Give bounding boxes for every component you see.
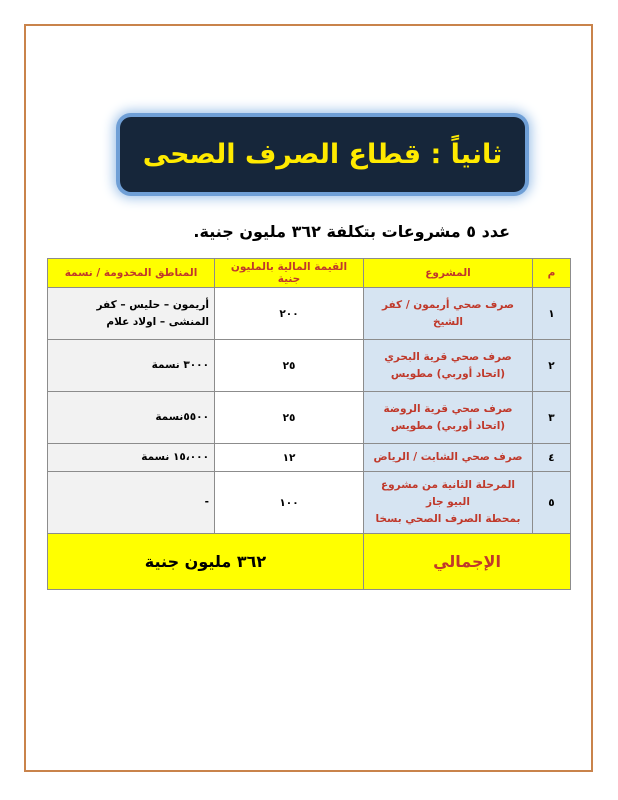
row-cost: ١٢ — [215, 444, 364, 471]
row-index: ٢ — [533, 340, 571, 392]
table-row — [48, 471, 571, 534]
row-project-line: صرف صحي قرية البحري — [384, 350, 512, 363]
row-areas: أريمون – حليس – كفر المنشى – اولاد علام — [48, 288, 215, 340]
row-areas: ١٥،٠٠٠ نسمة — [48, 444, 215, 471]
row-index: ٤ — [533, 444, 571, 471]
row-areas: ٣٠٠٠ نسمة — [48, 340, 215, 392]
row-project — [364, 392, 533, 444]
header-index: م — [533, 259, 571, 288]
table-row — [48, 444, 571, 471]
row-areas: - — [48, 471, 215, 534]
row-index: ٣ — [533, 392, 571, 444]
table-header-row — [48, 259, 571, 288]
row-project-line: بمحطة الصرف الصحي بسخا — [375, 512, 521, 525]
projects-summary: عدد ٥ مشروعات بتكلفة ٣٦٢ مليون جنية. — [193, 222, 510, 241]
table-row — [48, 340, 571, 392]
header-cost: القيمة المالية بالمليون جنية — [215, 259, 364, 288]
row-index: ١ — [533, 288, 571, 340]
table-row — [48, 288, 571, 340]
projects-table — [47, 258, 571, 590]
row-project-line: صرف صحي أريمون / كفر الشيخ — [381, 298, 515, 328]
row-areas: ٥٥٠٠نسمة — [48, 392, 215, 444]
section-title-box — [120, 117, 525, 192]
section-title: ثانياً : قطاع الصرف الصحى — [142, 139, 503, 170]
total-value: ٣٦٢ مليون جنية — [48, 534, 364, 590]
table-row — [48, 392, 571, 444]
row-cost: ٢٥ — [215, 392, 364, 444]
row-project — [364, 444, 533, 471]
total-label: الإجمالي — [364, 534, 571, 590]
row-cost: ٢٥ — [215, 340, 364, 392]
header-areas: المناطق المخدومة / نسمة — [48, 259, 215, 288]
row-project-line: (اتحاد أوربي) مطويس — [390, 367, 506, 380]
total-row — [48, 534, 571, 590]
row-project-line: (اتحاد أوربي) مطويس — [390, 419, 506, 432]
row-project-line: صرف صحي الشابت / الرياض — [373, 451, 523, 464]
row-cost: ١٠٠ — [215, 471, 364, 534]
row-project-line: صرف صحي قرية الروضة — [383, 403, 513, 416]
row-cost: ٢٠٠ — [215, 288, 364, 340]
header-project: المشروع — [364, 259, 533, 288]
row-index: ٥ — [533, 471, 571, 534]
row-project — [364, 471, 533, 534]
row-project — [364, 340, 533, 392]
row-project-line: المرحلة الثانية من مشروع البيو جاز — [380, 479, 516, 509]
row-project — [364, 288, 533, 340]
